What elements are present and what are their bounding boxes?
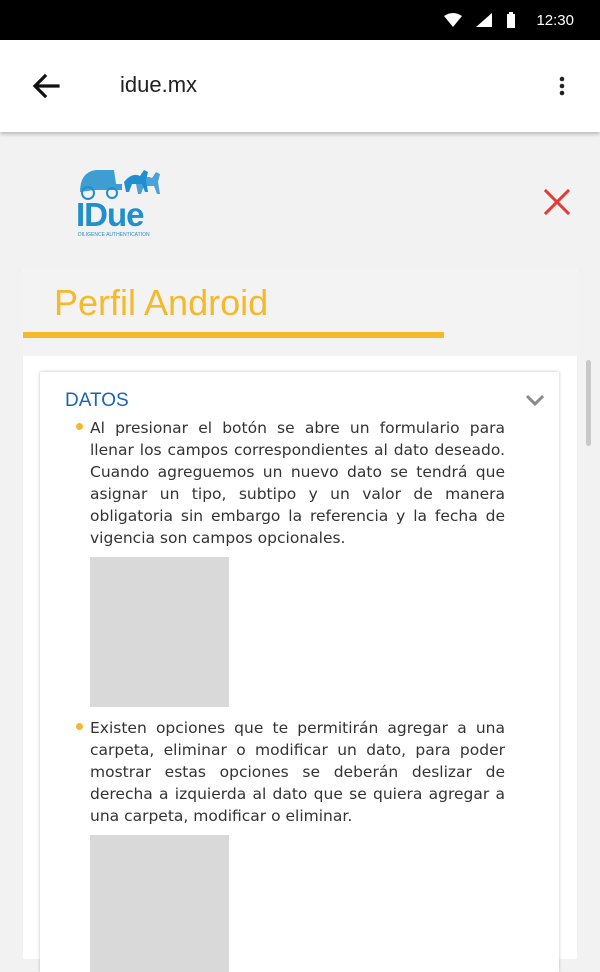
card-heading: Perfil Android (54, 282, 269, 323)
page-title: idue.mx (120, 72, 198, 97)
scrollbar[interactable] (586, 360, 591, 446)
wifi-icon (444, 13, 462, 27)
bullet-dot (76, 423, 83, 430)
more-vert-icon[interactable] (550, 70, 574, 102)
arrow-back-icon[interactable] (28, 68, 64, 104)
status-bar (0, 0, 600, 40)
list-item-text: Existen opciones que te permitirán agregar a una carpeta, eliminar o modificar un dato, para poder mostrar estas opciones se deberán deslizar de derecha a izquierda al dato que se quiera agregar a una carpeta, modificar o eliminar. (90, 719, 505, 825)
list-item-text: Al presionar el botón se abre un formulario para llenar los campos correspondientes al dato deseado. Cuando agreguemos un nuevo dato se tendrá que asignar un tipo, subtipo y un valor de manera obligatoria sin embargo la referencia y la fecha de vigencia son campos opcionales. (90, 419, 505, 547)
datos-section (40, 372, 559, 972)
section-title[interactable]: DATOS (65, 390, 129, 411)
close-icon[interactable] (540, 185, 574, 219)
carriage-icon (74, 162, 162, 200)
card-header (23, 270, 577, 356)
heading-underline (23, 332, 444, 338)
app-bar (0, 40, 600, 132)
bullet-dot (76, 723, 83, 730)
screenshot-placeholder (90, 557, 229, 707)
screenshot-placeholder (90, 835, 229, 972)
list-item (90, 417, 505, 549)
battery-icon (506, 12, 516, 28)
logo-tagline: DILIGENCE AUTHENTICATION (78, 232, 150, 238)
content-card (23, 270, 577, 959)
list-item (90, 717, 505, 827)
idue-logo (74, 162, 162, 240)
logo-word: IDue (76, 196, 144, 233)
status-time: 12:30 (536, 11, 574, 29)
signal-icon (476, 13, 492, 27)
chevron-down-icon[interactable] (524, 392, 546, 408)
